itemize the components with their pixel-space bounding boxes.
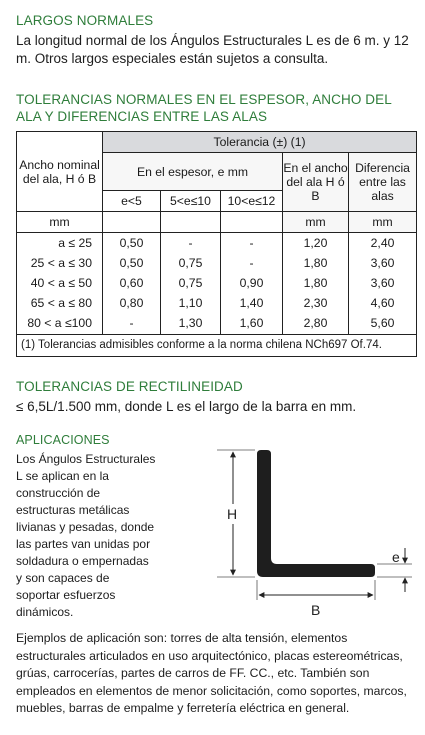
col-header-diferencia: Diferencia entre las alas xyxy=(349,153,417,212)
col-header-tolerancia: Tolerancia (±) (1) xyxy=(103,132,417,153)
label-b: B xyxy=(311,602,321,618)
aplicaciones-paragraph: Los Ángulos Estructurales L se aplican en la construcción de estructuras metálicas livianas y pesadas, donde las partes van unidas por soldadura o empernadas y son capaces de soportar esfuerzos dinámicos. xyxy=(16,452,156,619)
subheader-e-lt-5: e<5 xyxy=(103,191,161,212)
tolerance-table xyxy=(16,131,417,357)
ejemplos-paragraph: Ejemplos de aplicación son: torres de alta tensión, elementos estructurales articulados en uso arquitectónico, placas estereométricas, grúas, carrocerías, partes de carros de FF. CC., etc. También son empleados en elementos de menor solicitación, como soportes, marcos, muebles, barras de empalme y ferretería eléctrica en general. xyxy=(16,631,407,715)
unit-cell: mm xyxy=(349,212,417,233)
largos-paragraph: La longitud normal de los Ángulos Estructurales L es de 6 m. y 12 m. Otros largos especiales están sujetos a consulta. xyxy=(16,33,409,66)
rectilineidad-text: ≤ 6,5L/1.500 mm, donde L es el largo de la barra en mm. xyxy=(16,399,357,414)
table-row: 65 < a ≤ 80 0,80 1,10 1,40 2,30 4,60 xyxy=(17,294,417,314)
col-header-ancho-nominal: Ancho nominal del ala, H ó B xyxy=(17,132,103,212)
subheader-10-e-12: 10<e≤12 xyxy=(221,191,283,212)
section-title-tolerancias: TOLERANCIAS NORMALES EN EL ESPESOR, ANCHO DEL ALA Y DIFERENCIAS ENTRE LAS ALAS xyxy=(16,92,392,124)
col-header-ancho-ala: En el ancho del ala H ó B xyxy=(283,153,349,212)
col-header-espesor: En el espesor, e mm xyxy=(103,153,283,191)
table-row: 80 < a ≤100 - 1,30 1,60 2,80 5,60 xyxy=(17,314,417,335)
subheader-5-e-10: 5<e≤10 xyxy=(161,191,221,212)
unit-cell: mm xyxy=(283,212,349,233)
table-footnote: (1) Tolerancias admisibles conforme a la norma chilena NCh697 Of.74. xyxy=(17,334,417,356)
section-title-largos: LARGOS NORMALES xyxy=(16,13,154,28)
angle-profile-shape xyxy=(257,450,375,577)
unit-cell: mm xyxy=(17,212,103,233)
angle-section-diagram xyxy=(205,440,420,620)
section-title-rectilineidad: TOLERANCIAS DE RECTILINEIDAD xyxy=(16,379,243,394)
table-row: 40 < a ≤ 50 0,60 0,75 0,90 1,80 3,60 xyxy=(17,274,417,294)
section-title-aplicaciones: APLICACIONES xyxy=(16,433,110,447)
label-h: H xyxy=(227,506,238,522)
table-row: 25 < a ≤ 30 0,50 0,75 - 1,80 3,60 xyxy=(17,253,417,273)
table-row: a ≤ 25 0,50 - - 1,20 2,40 xyxy=(17,233,417,254)
label-e: e xyxy=(392,549,400,565)
